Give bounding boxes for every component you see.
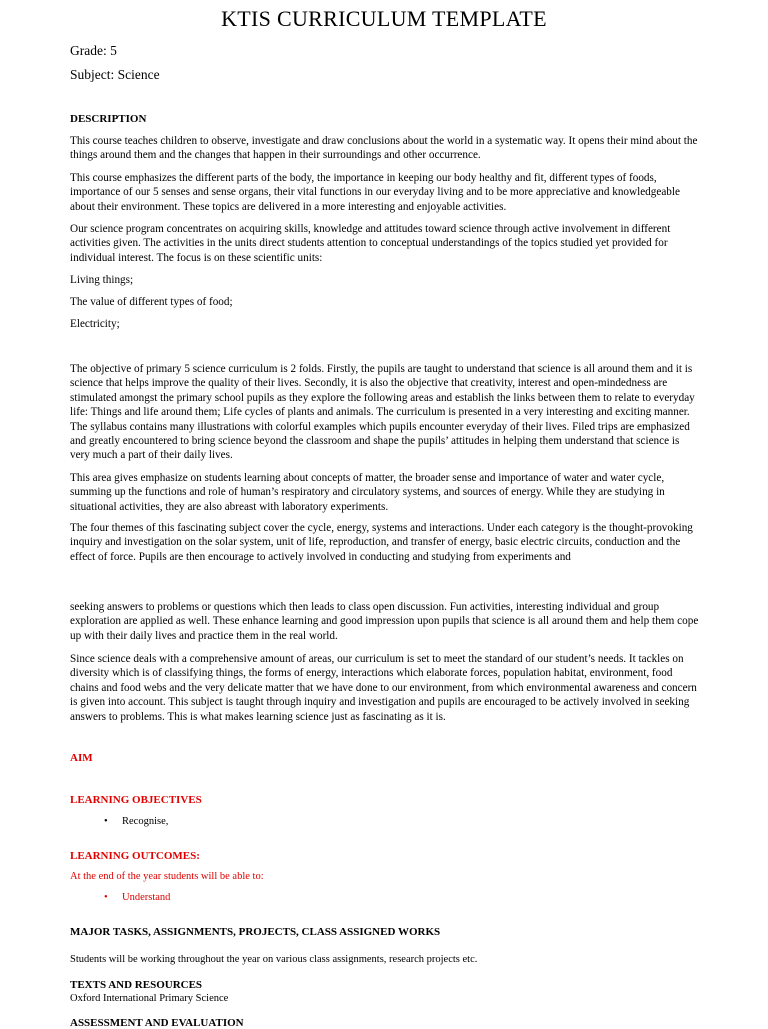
objective-text: Recognise, bbox=[122, 816, 169, 827]
unit-item-living-things: Living things; bbox=[70, 274, 134, 286]
bullet-dot-icon: • bbox=[104, 892, 108, 903]
objective-list-item bbox=[104, 816, 168, 827]
major-tasks-text: Students will be working throughout the year on various class assignments, research projects etc. bbox=[70, 954, 478, 965]
aim-heading: AIM bbox=[70, 752, 93, 764]
page-title: KTIS CURRICULUM TEMPLATE bbox=[221, 6, 547, 31]
description-paragraph-3: Our science program concentrates on acquiring skills, knowledge and attitudes toward science through active involvement in different activities given. The activities in the units direct students attention to conceptual understandings of the topics studied yet provided for individual interest. The focus is on these scientific units: bbox=[70, 223, 671, 264]
description-paragraph-1: This course teaches children to observe, investigate and draw conclusions about the world in a systematic way. It opens their mind about the things around them and the changes that happen in their surroundings and other occurrence. bbox=[70, 135, 698, 162]
description-paragraph-7: seeking answers to problems or questions which then leads to class open discussion. Fun activities, interesting individual and group exploration are applied as well. These enhance learning and good impression upon pupils that science is all around them and help them cope up with their daily lives and practice them in the real world. bbox=[70, 601, 699, 642]
description-paragraph-6: The four themes of this fascinating subject cover the cycle, energy, systems and interactions. Under each category is the thought-provoking inquiry and investigation on the solar system, unit of life, reproduction, and transfer of energy, basic electric circuits, conduction and the effect of force. Pupils are then encourage to actively involved in conducting and studying from experiments and bbox=[70, 522, 693, 563]
grade-line: Grade: 5 bbox=[70, 43, 117, 58]
learning-outcomes-heading: LEARNING OUTCOMES: bbox=[70, 850, 200, 862]
texts-resources-heading: TEXTS AND RESOURCES bbox=[70, 979, 203, 991]
unit-item-food: The value of different types of food; bbox=[70, 296, 233, 308]
description-heading: DESCRIPTION bbox=[70, 113, 147, 125]
description-paragraph-4: The objective of primary 5 science curriculum is 2 folds. Firstly, the pupils are taught to understand that science is all around them and it is science that helps improve the quality of their lives. Secondly, it is also the objective that creativity, interest and open-mindedness are stimulated amongst the primary school pupils as they explore the following areas and establish the links between them to relate to everyday life: Things and life around them; Life cycles of plants and animals. The curriculum is presented in a very interesting and exciting manner. The syllabus contains many illustrations with colorful examples which pupils encounter everyday of their lives. Filed trips are emphasized and greatly encountered to bring science beyond the classroom and shape the pupils’ attitudes in helping them understand that science is very much a part of their daily lives. bbox=[70, 363, 695, 462]
texts-resources-text: Oxford International Primary Science bbox=[70, 993, 229, 1004]
learning-objectives-heading: LEARNING OBJECTIVES bbox=[70, 794, 202, 806]
bullet-dot-icon: • bbox=[104, 816, 108, 827]
description-paragraph-2: This course emphasizes the different parts of the body, the importance in keeping our body healthy and fit, different types of foods, importance of our 5 senses and sense organs, their vital functions in our everyday living and to be more appreciative and knowledgeable about their environment. These topics are delivered in a more interesting and enjoyable activities. bbox=[70, 172, 680, 213]
subject-line: Subject: Science bbox=[70, 67, 160, 82]
assessment-heading: ASSESSMENT AND EVALUATION bbox=[70, 1017, 244, 1029]
learning-outcomes-intro: At the end of the year students will be able to: bbox=[70, 871, 264, 882]
outcome-text: Understand bbox=[122, 892, 171, 903]
unit-item-electricity: Electricity; bbox=[70, 318, 120, 330]
description-paragraph-5: This area gives emphasize on students learning about concepts of matter, the broader sense and importance of water and water cycle, summing up the functions and role of human’s respiratory and circulatory systems, and sources of energy. While they are studying in situational activities, they are also abreast with laboratory experiments. bbox=[70, 472, 665, 513]
major-tasks-heading: MAJOR TASKS, ASSIGNMENTS, PROJECTS, CLASS ASSIGNED WORKS bbox=[70, 926, 441, 938]
description-paragraph-8: Since science deals with a comprehensive amount of areas, our curriculum is set to meet the standard of our student’s needs. It tackles on diversity which is of classifying things, the forms of energy, interactions which elaborate forces, population habitat, environment, food chains and food webs and the very delicate matter that we have done to our environment, from which environmental awareness and concern is given into account. This subject is taught through inquiry and investigation and pupils are encouraged to be actively involved in seeking answers to problems. This is what makes learning science just as fascinating as it is. bbox=[70, 653, 697, 723]
outcome-list-item bbox=[104, 892, 170, 903]
